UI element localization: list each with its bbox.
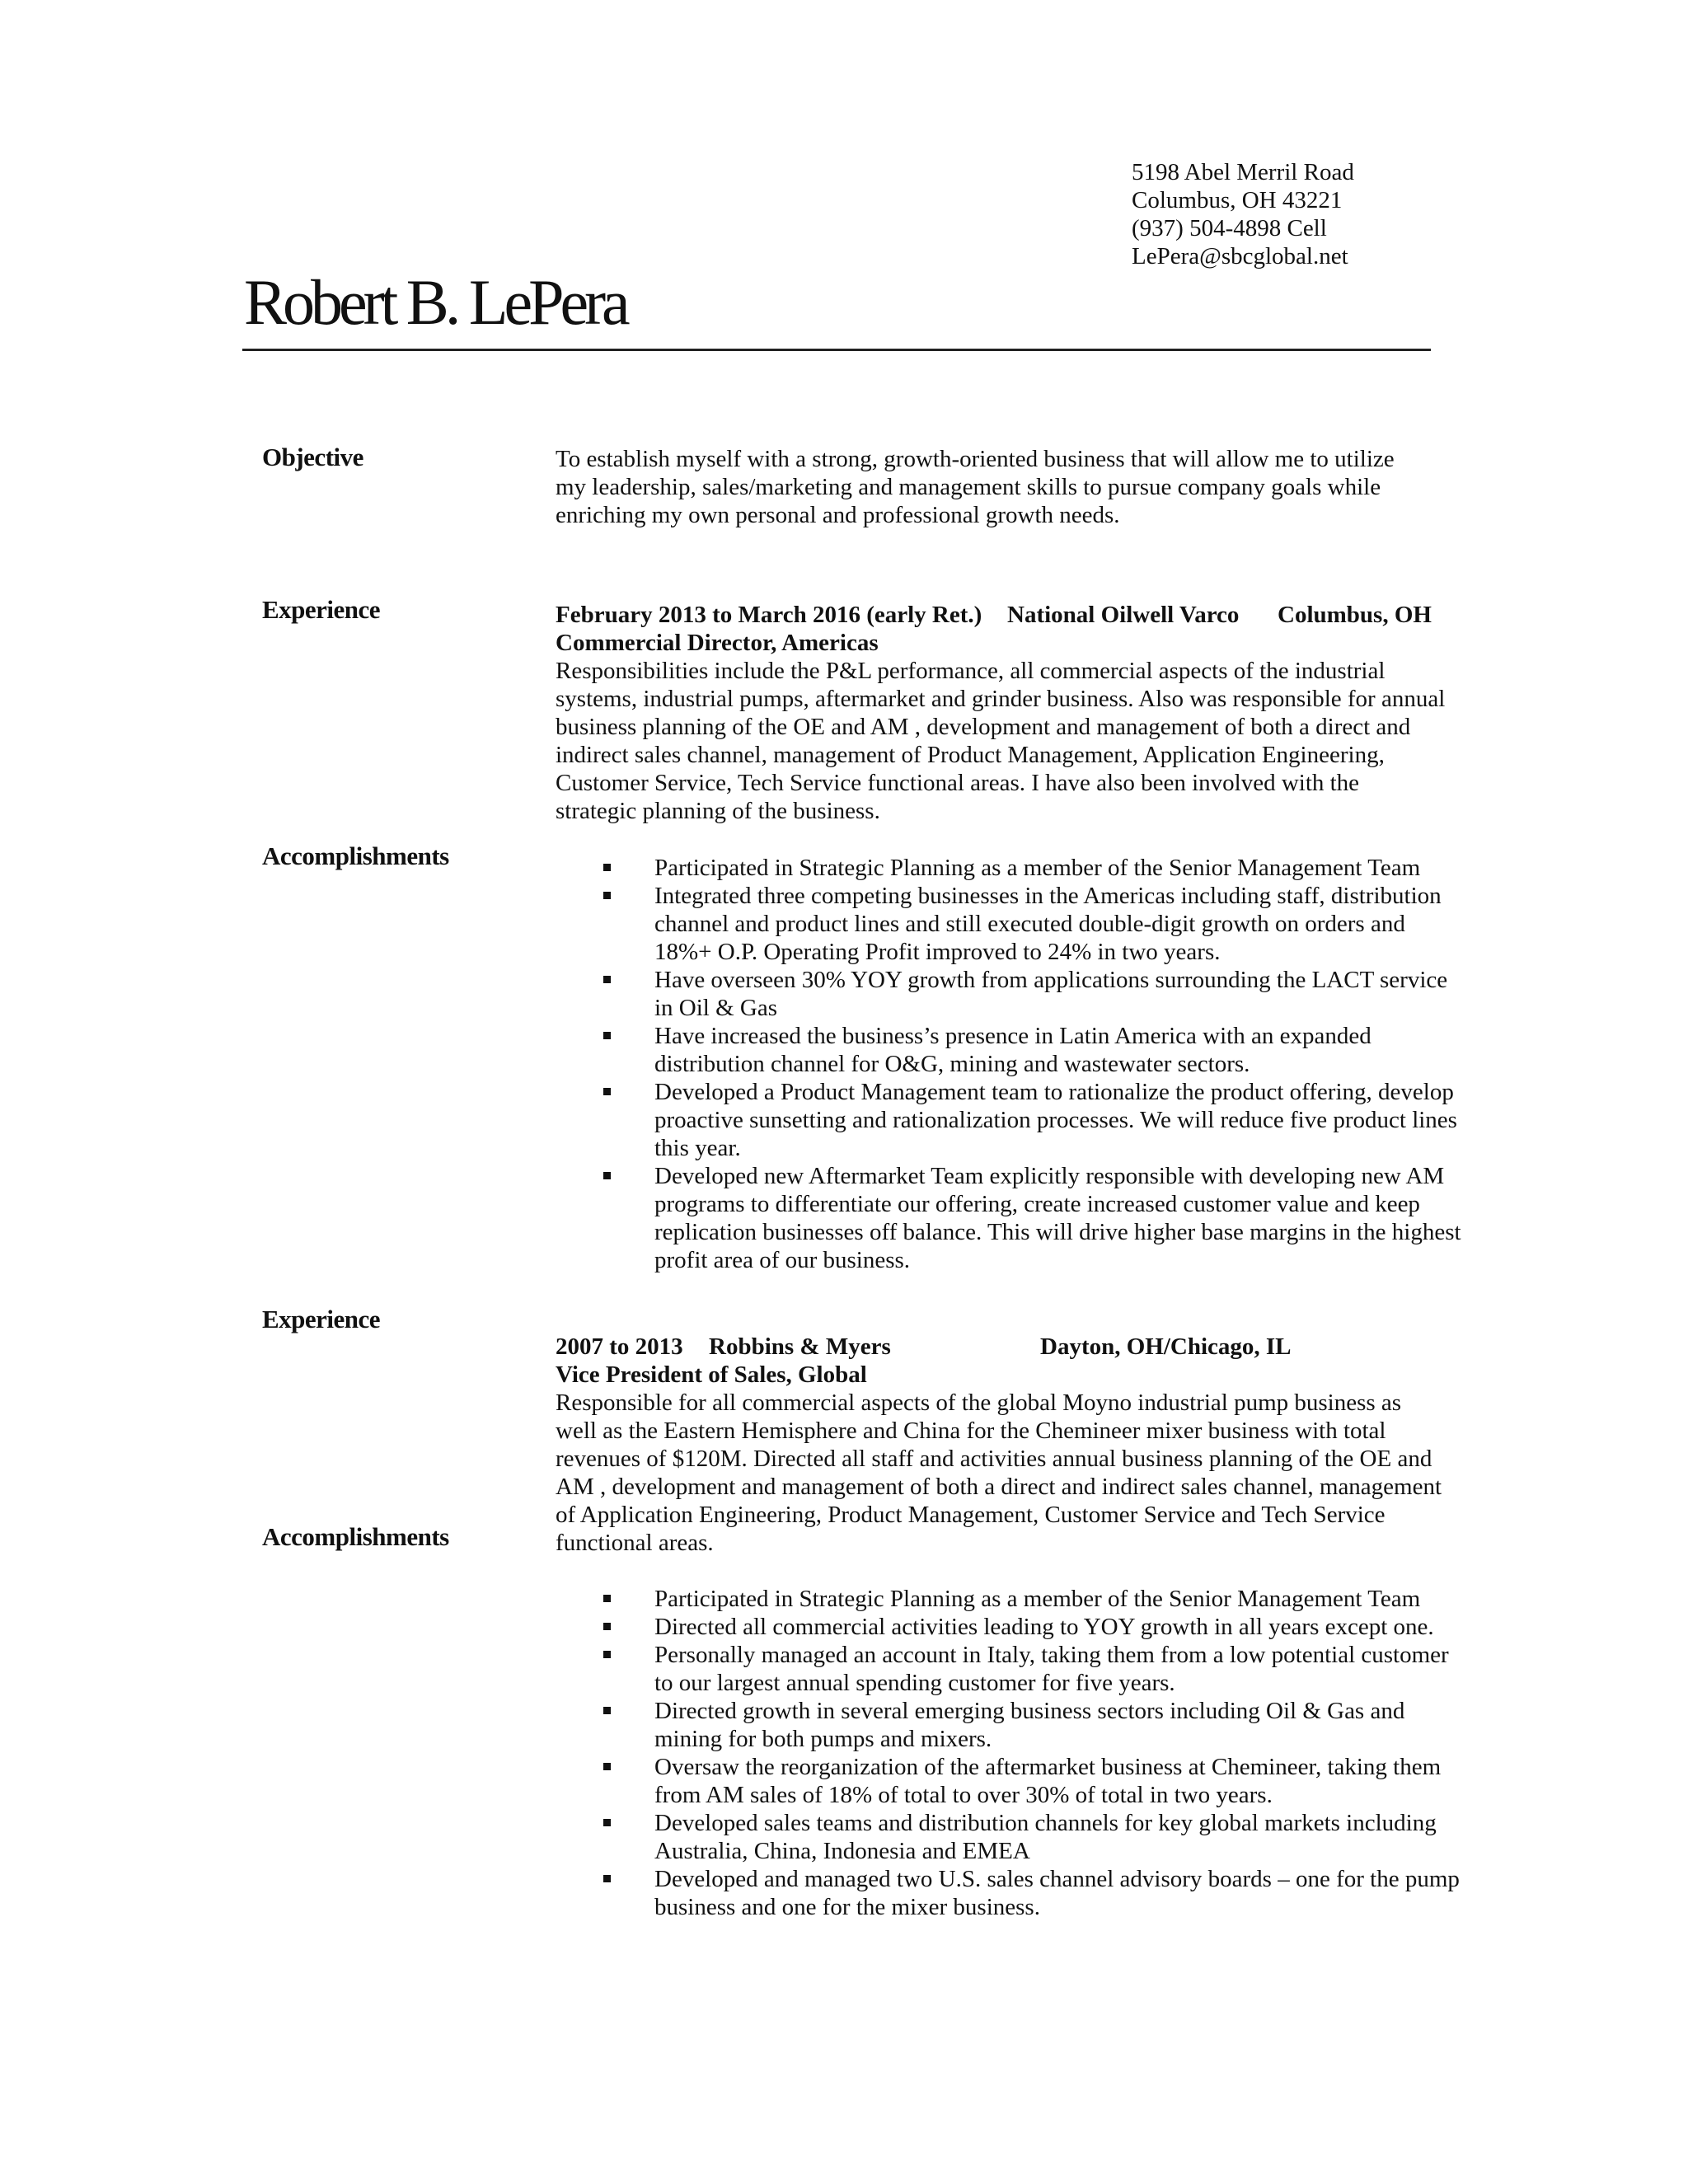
objective-paragraph: To establish myself with a strong, growth-oriented business that will allow me to utilize my leadership, sales/marketing and management skills to pursue company goals while enriching my own personal and professional growth needs.	[556, 446, 1395, 528]
list-item: Personally managed an account in Italy, taking them from a low potential customer to our largest annual spending customer for five years.	[556, 1641, 1462, 1697]
experience-label-1: Experience	[262, 595, 381, 624]
list-item: Developed sales teams and distribution channels for key global markets including Australia, China, Indonesia and EMEA	[556, 1809, 1462, 1865]
job-2-block	[556, 1333, 1446, 1557]
job-1-block	[556, 601, 1446, 825]
bullet-icon	[603, 1763, 611, 1770]
job-2-dates: 2007 to 2013	[556, 1333, 683, 1360]
job-2-company: Robbins & Myers	[709, 1333, 891, 1360]
bullet-icon	[603, 1875, 611, 1882]
phone-number: (937) 504-4898 Cell	[1132, 215, 1327, 241]
bullet-icon	[603, 1707, 611, 1714]
bullet-icon	[603, 892, 611, 899]
job-2-accomplishments	[556, 1585, 1462, 1921]
contact-block	[1132, 158, 1354, 270]
bullet-icon	[603, 1172, 611, 1179]
list-item: Developed a Product Management team to rationalize the product offering, develop proactive sunsetting and rationalization processes. We will reduce five product lines this year.	[556, 1078, 1462, 1162]
bullet-icon	[603, 864, 611, 871]
list-item: Participated in Strategic Planning as a member of the Senior Management Team	[556, 1585, 1462, 1613]
job-1-title: Commercial Director, Americas	[556, 630, 879, 656]
list-item: Developed and managed two U.S. sales channel advisory boards – one for the pump business and one for the mixer business.	[556, 1865, 1462, 1921]
bullet-icon	[603, 1088, 611, 1095]
list-item: Oversaw the reorganization of the aftermarket business at Chemineer, taking them from AM sales of 18% of total to over 30% of total in two years.	[556, 1753, 1462, 1809]
candidate-name: Robert B. LePera	[244, 266, 626, 338]
objective-label: Objective	[262, 443, 363, 471]
objective-text	[556, 445, 1429, 529]
email-address: LePera@sbcglobal.net	[1132, 243, 1348, 269]
job-1-accomplishments	[556, 854, 1462, 1274]
experience-label-2: Experience	[262, 1305, 381, 1333]
job-2-description: Responsible for all commercial aspects of the global Moyno industrial pump business as well as the Eastern Hemisphere and China for the Chemineer mixer business with total revenues of $120M. Directed all staff and activities annual business planning of the OE and AM , development and management of both a direct and indirect sales channel, management of Application Engineering, Product Management, Customer Service and Tech Service functional areas.	[556, 1390, 1442, 1556]
bullet-icon	[603, 1623, 611, 1630]
job-2-location: Dayton, OH/Chicago, IL	[1040, 1333, 1292, 1360]
bullet-icon	[603, 1651, 611, 1658]
list-item: Developed new Aftermarket Team explicitly responsible with developing new AM programs to differentiate our offering, create increased customer value and keep replication businesses off balance. This will drive higher base margins in the highest profit area of our business.	[556, 1162, 1462, 1274]
list-item: Integrated three competing businesses in the Americas including staff, distribution channel and product lines and still executed double-digit growth on orders and 18%+ O.P. Operating Profit improved to 24% in two years.	[556, 882, 1462, 966]
job-2-header	[556, 1333, 1446, 1361]
job-2-title: Vice President of Sales, Global	[556, 1361, 867, 1388]
list-item: Have overseen 30% YOY growth from applications surrounding the LACT service in Oil & Gas	[556, 966, 1462, 1022]
address-line-1: 5198 Abel Merril Road	[1132, 159, 1354, 185]
bullet-icon	[603, 976, 611, 983]
list-item: Participated in Strategic Planning as a member of the Senior Management Team	[556, 854, 1462, 882]
address-line-2: Columbus, OH 43221	[1132, 187, 1343, 213]
accomplishments-label-1: Accomplishments	[262, 841, 449, 870]
header-divider	[242, 349, 1431, 351]
job-1-location: Columbus, OH	[1278, 602, 1432, 628]
job-1-company: National Oilwell Varco	[1007, 602, 1240, 628]
bullet-icon	[603, 1032, 611, 1039]
list-item: Have increased the business’s presence in Latin America with an expanded distribution channel for O&G, mining and wastewater sectors.	[556, 1022, 1462, 1078]
job-1-header	[556, 601, 1446, 629]
bullet-icon	[603, 1819, 611, 1826]
job-1-description: Responsibilities include the P&L performance, all commercial aspects of the industrial systems, industrial pumps, aftermarket and grinder business. Also was responsible for annual business planning of the OE and AM , development and management of both a direct and indirect sales channel, management of Product Management, Application Engineering, Customer Service, Tech Service functional areas. I have also been involved with the strategic planning of the business.	[556, 658, 1446, 824]
list-item: Directed growth in several emerging business sectors including Oil & Gas and mining for both pumps and mixers.	[556, 1697, 1462, 1753]
bullet-icon	[603, 1595, 611, 1602]
list-item: Directed all commercial activities leading to YOY growth in all years except one.	[556, 1613, 1462, 1641]
job-1-dates: February 2013 to March 2016 (early Ret.)	[556, 602, 982, 628]
accomplishments-label-2: Accomplishments	[262, 1522, 449, 1551]
